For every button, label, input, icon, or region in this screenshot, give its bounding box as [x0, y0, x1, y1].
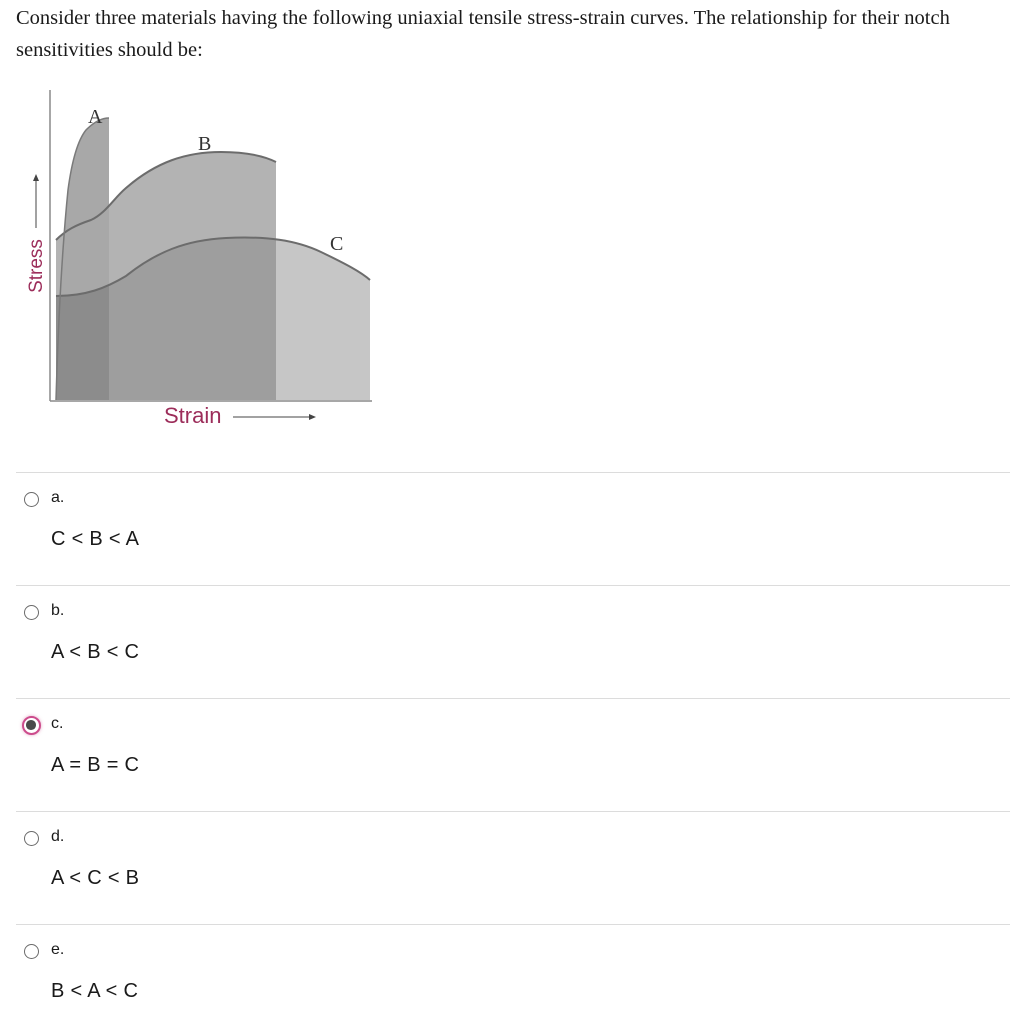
radio-b[interactable] — [24, 605, 39, 620]
stress-strain-diagram — [16, 80, 376, 440]
option-a-text: C < B < A — [51, 528, 140, 550]
radio-d[interactable] — [24, 831, 39, 846]
option-b-letter: b. — [51, 602, 65, 619]
curve-label-a: A — [88, 106, 103, 128]
option-c[interactable] — [16, 698, 1010, 811]
y-axis-label-group — [26, 239, 47, 293]
option-b-text: A < B < C — [51, 641, 140, 663]
curve-label-c: C — [330, 233, 344, 255]
answer-options — [16, 472, 1010, 1024]
option-d-text: A < C < B — [51, 867, 140, 889]
radio-c-selected[interactable] — [22, 716, 41, 735]
x-axis-arrow-icon — [309, 414, 316, 420]
y-axis-label: Stress — [26, 239, 47, 293]
x-axis-label: Strain — [164, 403, 222, 428]
question-text: Consider three materials having the following uniaxial tensile stress-strain curves. The relationship for their notch sensitivities should be: — [16, 7, 950, 61]
stress-strain-figure — [16, 80, 376, 440]
radio-e[interactable] — [24, 944, 39, 959]
option-e-letter: e. — [51, 941, 65, 958]
option-b[interactable] — [16, 585, 1010, 698]
option-a-letter: a. — [51, 489, 65, 506]
y-axis-arrow-icon — [33, 174, 39, 181]
option-e-text: B < A < C — [51, 980, 139, 1002]
option-d-letter: d. — [51, 828, 65, 845]
radio-a[interactable] — [24, 492, 39, 507]
curve-all-overlap — [56, 286, 109, 400]
option-d[interactable] — [16, 811, 1010, 924]
option-e[interactable] — [16, 924, 1010, 1024]
curve-label-b: B — [198, 133, 212, 155]
option-c-text: A = B = C — [51, 754, 140, 776]
option-c-letter: c. — [51, 715, 64, 732]
option-a[interactable] — [16, 472, 1010, 585]
